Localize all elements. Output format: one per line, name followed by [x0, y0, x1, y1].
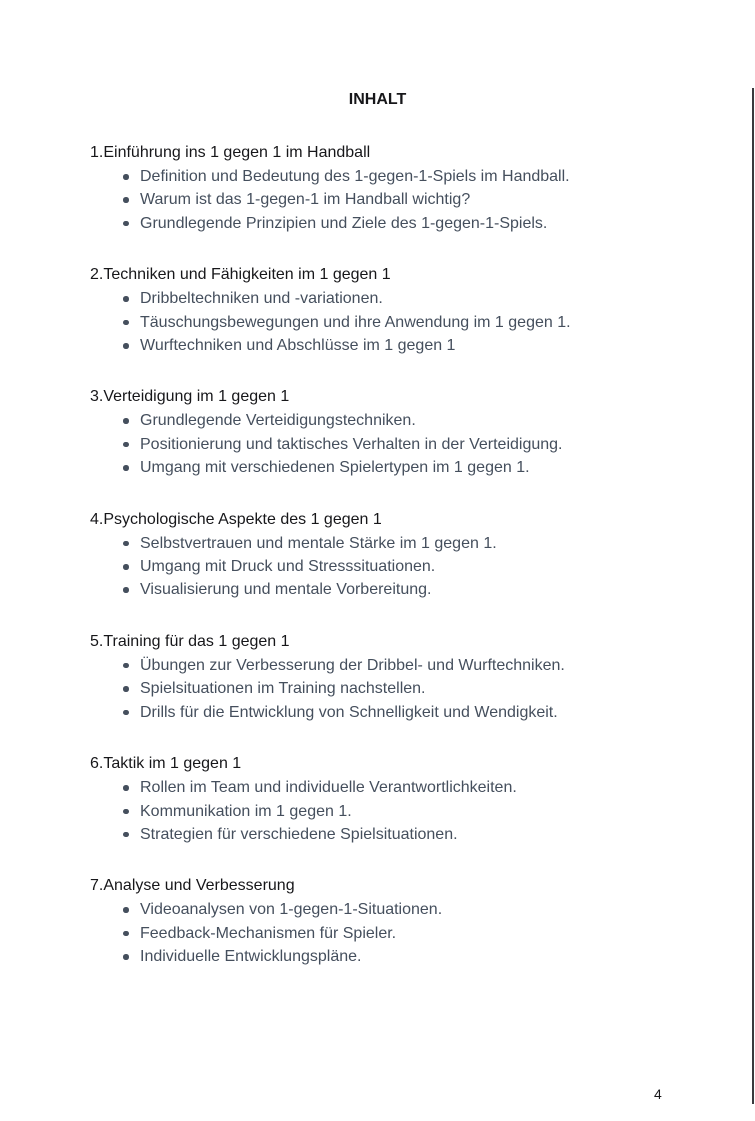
toc-item: Grundlegende Prinzipien und Ziele des 1-gegen-1-Spiels. — [140, 212, 695, 235]
toc-item: Visualisierung und mentale Vorbereitung. — [140, 578, 695, 601]
toc-item: Feedback-Mechanismen für Spieler. — [140, 922, 695, 945]
toc-item: Dribbeltechniken und -variationen. — [140, 287, 695, 310]
section-bullet-list — [90, 776, 695, 846]
window-edge-divider — [752, 88, 754, 1104]
section-heading: 2.Techniken und Fähigkeiten im 1 gegen 1 — [90, 266, 391, 284]
toc-item: Drills für die Entwicklung von Schnelligkeit und Wendigkeit. — [140, 701, 695, 724]
section-heading: 6.Taktik im 1 gegen 1 — [90, 755, 242, 773]
toc-section-2 — [90, 263, 695, 357]
section-heading: 3.Verteidigung im 1 gegen 1 — [90, 388, 290, 406]
section-bullet-list — [90, 898, 695, 968]
toc-item: Warum ist das 1-gegen-1 im Handball wichtig? — [140, 188, 695, 211]
toc-section-1 — [90, 141, 695, 235]
toc-item: Videoanalysen von 1-gegen-1-Situationen. — [140, 898, 695, 921]
toc-item: Grundlegende Verteidigungstechniken. — [140, 409, 695, 432]
toc-content — [90, 141, 695, 969]
page-number: 4 — [654, 1086, 662, 1102]
section-bullet-list — [90, 532, 695, 602]
toc-item: Rollen im Team und individuelle Verantwortlichkeiten. — [140, 776, 695, 799]
toc-item: Täuschungsbewegungen und ihre Anwendung im 1 gegen 1. — [140, 311, 695, 334]
section-heading: 5.Training für das 1 gegen 1 — [90, 632, 290, 650]
toc-item: Spielsituationen im Training nachstellen. — [140, 677, 695, 700]
toc-item: Umgang mit verschiedenen Spielertypen im 1 gegen 1. — [140, 456, 695, 479]
toc-section-5 — [90, 630, 695, 724]
toc-item: Individuelle Entwicklungspläne. — [140, 945, 695, 968]
toc-item: Umgang mit Druck und Stresssituationen. — [140, 555, 695, 578]
toc-section-7 — [90, 874, 695, 968]
section-heading: 1.Einführung ins 1 gegen 1 im Handball — [90, 144, 371, 161]
section-heading: 7.Analyse und Verbesserung — [90, 877, 295, 895]
toc-section-6 — [90, 752, 695, 846]
toc-item: Wurftechniken und Abschlüsse im 1 gegen 1 — [140, 334, 695, 357]
section-bullet-list — [90, 287, 695, 357]
section-heading: 4.Psychologische Aspekte des 1 gegen 1 — [90, 510, 382, 528]
section-bullet-list — [90, 165, 695, 235]
toc-item: Positionierung und taktisches Verhalten in der Verteidigung. — [140, 433, 695, 456]
toc-item: Kommunikation im 1 gegen 1. — [140, 800, 695, 823]
toc-section-3 — [90, 385, 695, 479]
toc-item: Definition und Bedeutung des 1-gegen-1-Spiels im Handball. — [140, 165, 695, 188]
toc-item: Selbstvertrauen und mentale Stärke im 1 gegen 1. — [140, 532, 695, 555]
section-bullet-list — [90, 409, 695, 479]
toc-item: Strategien für verschiedene Spielsituationen. — [140, 823, 695, 846]
section-bullet-list — [90, 654, 695, 724]
toc-title: INHALT — [348, 91, 407, 108]
document-page — [0, 88, 755, 1121]
toc-section-4 — [90, 508, 695, 602]
toc-item: Übungen zur Verbesserung der Dribbel- und Wurftechniken. — [140, 654, 695, 677]
